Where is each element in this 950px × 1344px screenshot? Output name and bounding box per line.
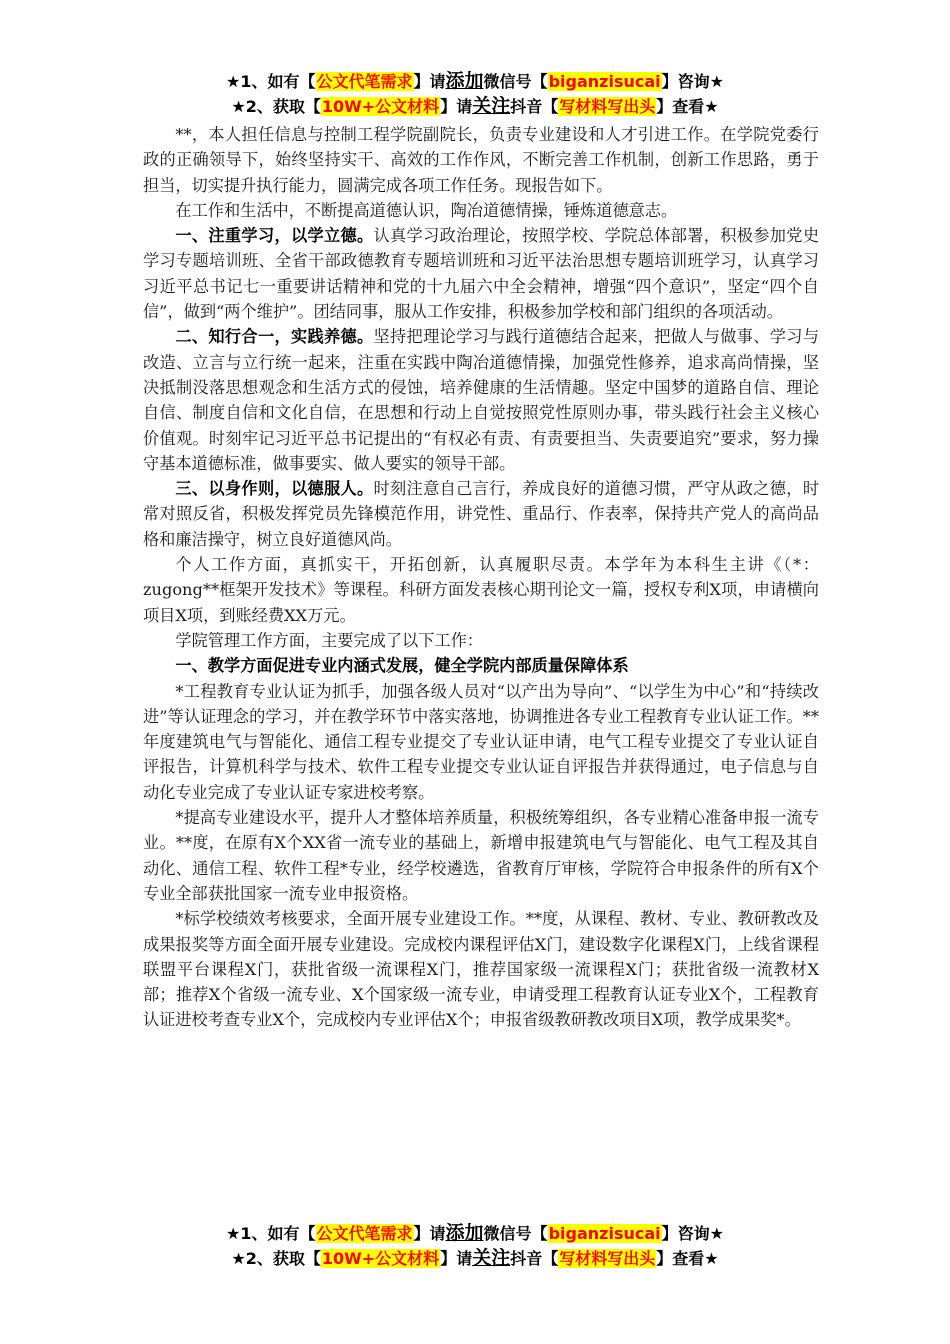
banner-emphasis: 添加 [445, 70, 484, 92]
banner-emphasis: 添加 [445, 1222, 484, 1244]
banner-highlight: 10W+公文材料 [321, 97, 440, 116]
banner-highlight: 10W+公文材料 [321, 1249, 440, 1268]
banner-text: ★1、如有【 [226, 72, 316, 91]
banner-text: 微信号【 [483, 72, 548, 91]
banner-text: 】请 [440, 97, 473, 116]
promo-banner-line-2 [0, 95, 950, 118]
banner-highlight: 公文代笔需求 [316, 72, 413, 91]
promo-banner-line-1-footer [0, 1222, 950, 1245]
banner-highlight: biganzisucai [548, 72, 661, 91]
banner-text: 微信号【 [483, 1224, 548, 1243]
banner-emphasis: 关注 [472, 1247, 511, 1269]
banner-emphasis: 关注 [472, 95, 511, 117]
banner-text: 】请 [413, 72, 446, 91]
paragraph-text: *标学校绩效考核要求，全面开展专业建设工作。**度，从课程、教材、专业、教研教改及成果报奖等方面全面开展专业建设。完成校内课程评估X门，建设数字化课程X门，上线省课程联盟平台课程X门，获批省级一流课程X门，推荐国家级一流课程X门；获批省级一流教材X部；推荐X个省级一流专业、X个国家级一流专业，申请受理工程教育认证专业X个，工程教育认证进校考查专业X个，完成校内专业评估X个；申报省级教研教改项目X项，教学成果奖*。 [143, 909, 819, 1030]
paragraph [143, 476, 819, 552]
paragraph [143, 679, 819, 805]
paragraph [143, 122, 819, 198]
paragraph-text: **，本人担任信息与控制工程学院副院长，负责专业建设和人才引进工作。在学院党委行政的正确领导下，始终坚持实干、高效的工作作风，不断完善工作机制，创新工作思路，勇于担当，切实提升执行能力，圆满完成各项工作任务。现报告如下。 [143, 125, 819, 195]
paragraph [143, 906, 819, 1032]
promo-banner-line-1 [0, 70, 950, 93]
paragraph-text: 认真学习政治理论，按照学校、学院总体部署，积极参加党史学习专题培训班、全省干部政德教育专题培训班和习近平法治思想专题培训班学习，认真学习习近平总书记七一重要讲话精神和党的十九届六中全会精神，增强“四个意识”，坚定“四个自信”，做到“两个维护”。团结同事，服从工作安排，积极参加学校和部门组织的各项活动。 [143, 226, 820, 322]
banner-text: 抖音【 [510, 97, 559, 116]
banner-text: 】咨询★ [661, 72, 724, 91]
banner-text: ★2、获取【 [231, 1249, 321, 1268]
paragraph-text: 时刻注意自己言行，养成良好的道德习惯，严守从政之德，时常对照反省，积极发挥党员先锋模范作用，讲党性、重品行、作表率，保持共产党人的高尚品格和廉洁操守，树立良好道德风尚。 [143, 479, 820, 549]
paragraph [143, 324, 819, 476]
banner-text: 】请 [413, 1224, 446, 1243]
section-heading [143, 653, 819, 678]
paragraph [143, 223, 819, 324]
paragraph-text: *工程教育专业认证为抓手，加强各级人员对“以产出为导向”、“以学生为中心”和“持续改进”等认证理念的学习，并在教学环节中落实落地，协调推进各专业工程教育专业认证工作。**年度建筑电气与智能化、通信工程专业提交了专业认证申请，电气工程专业提交了专业认证自评报告，计算机科学与技术、软件工程专业提交专业认证自评报告并获得通过，电子信息与自动化专业完成了专业认证专家进校考察。 [143, 681, 819, 802]
paragraph-heading: 一、注重学习，以学立德。 [175, 226, 374, 246]
banner-text: ★2、获取【 [231, 97, 321, 116]
banner-text: ★1、如有【 [226, 1224, 316, 1243]
paragraph [143, 552, 819, 628]
paragraph-heading: 三、以身作则，以德服人。 [175, 479, 374, 499]
banner-text: 】查看★ [656, 1249, 719, 1268]
paragraph [143, 805, 819, 906]
banner-highlight: 写材料写出头 [559, 1249, 656, 1268]
paragraph-text: 学院管理工作方面，主要完成了以下工作： [175, 630, 483, 650]
promo-banner-line-2-footer [0, 1247, 950, 1270]
banner-text: 】请 [440, 1249, 473, 1268]
banner-highlight: 公文代笔需求 [316, 1224, 413, 1243]
paragraph [143, 198, 819, 223]
paragraph-text: 个人工作方面，真抓实干，开拓创新，认真履职尽责。本学年为本科生主讲《（*：zugong**框架开发技术》等课程。科研方面发表核心期刊论文一篇，授权专利X项，申请横向项目X项，到账经费XX万元。 [143, 555, 819, 625]
paragraph [143, 628, 819, 653]
banner-text: 抖音【 [510, 1249, 559, 1268]
banner-text: 】查看★ [656, 97, 719, 116]
paragraph-heading: 二、知行合一，实践养德。 [175, 327, 374, 347]
paragraph-heading: 一、教学方面促进专业内涵式发展，健全学院内部质量保障体系 [175, 656, 629, 676]
banner-text: 】咨询★ [661, 1224, 724, 1243]
document-body [143, 122, 819, 1033]
banner-highlight: biganzisucai [548, 1224, 661, 1243]
paragraph-text: *提高专业建设水平，提升人才整体培养质量，积极统筹组织，各专业精心准备申报一流专业。**度，在原有X个XX省一流专业的基础上，新增申报建筑电气与智能化、电气工程及其自动化、通信工程、软件工程*专业，经学校遴选，省教育厅审核，学院符合申报条件的所有X个专业全部获批国家一流专业申报资格。 [143, 808, 819, 903]
paragraph-text: 在工作和生活中，不断提高道德认识，陶冶道德情操，锤炼道德意志。 [175, 200, 678, 220]
paragraph-text: 坚持把理论学习与践行道德结合起来，把做人与做事、学习与改造、立言与立行统一起来，注重在实践中陶冶道德情操，加强党性修养，追求高尚情操，坚决抵制没落思想观念和生活方式的侵蚀，培养健康的生活情趣。坚定中国梦的道路自信、理论自信、制度自信和文化自信，在思想和行动上自觉按照党性原则办事，带头践行社会主义核心价值观。时刻牢记习近平总书记提出的“有权必有责、有责要担当、失责要追究”要求，努力操守基本道德标准，做事要实、做人要实的领导干部。 [143, 327, 820, 473]
banner-highlight: 写材料写出头 [559, 97, 656, 116]
